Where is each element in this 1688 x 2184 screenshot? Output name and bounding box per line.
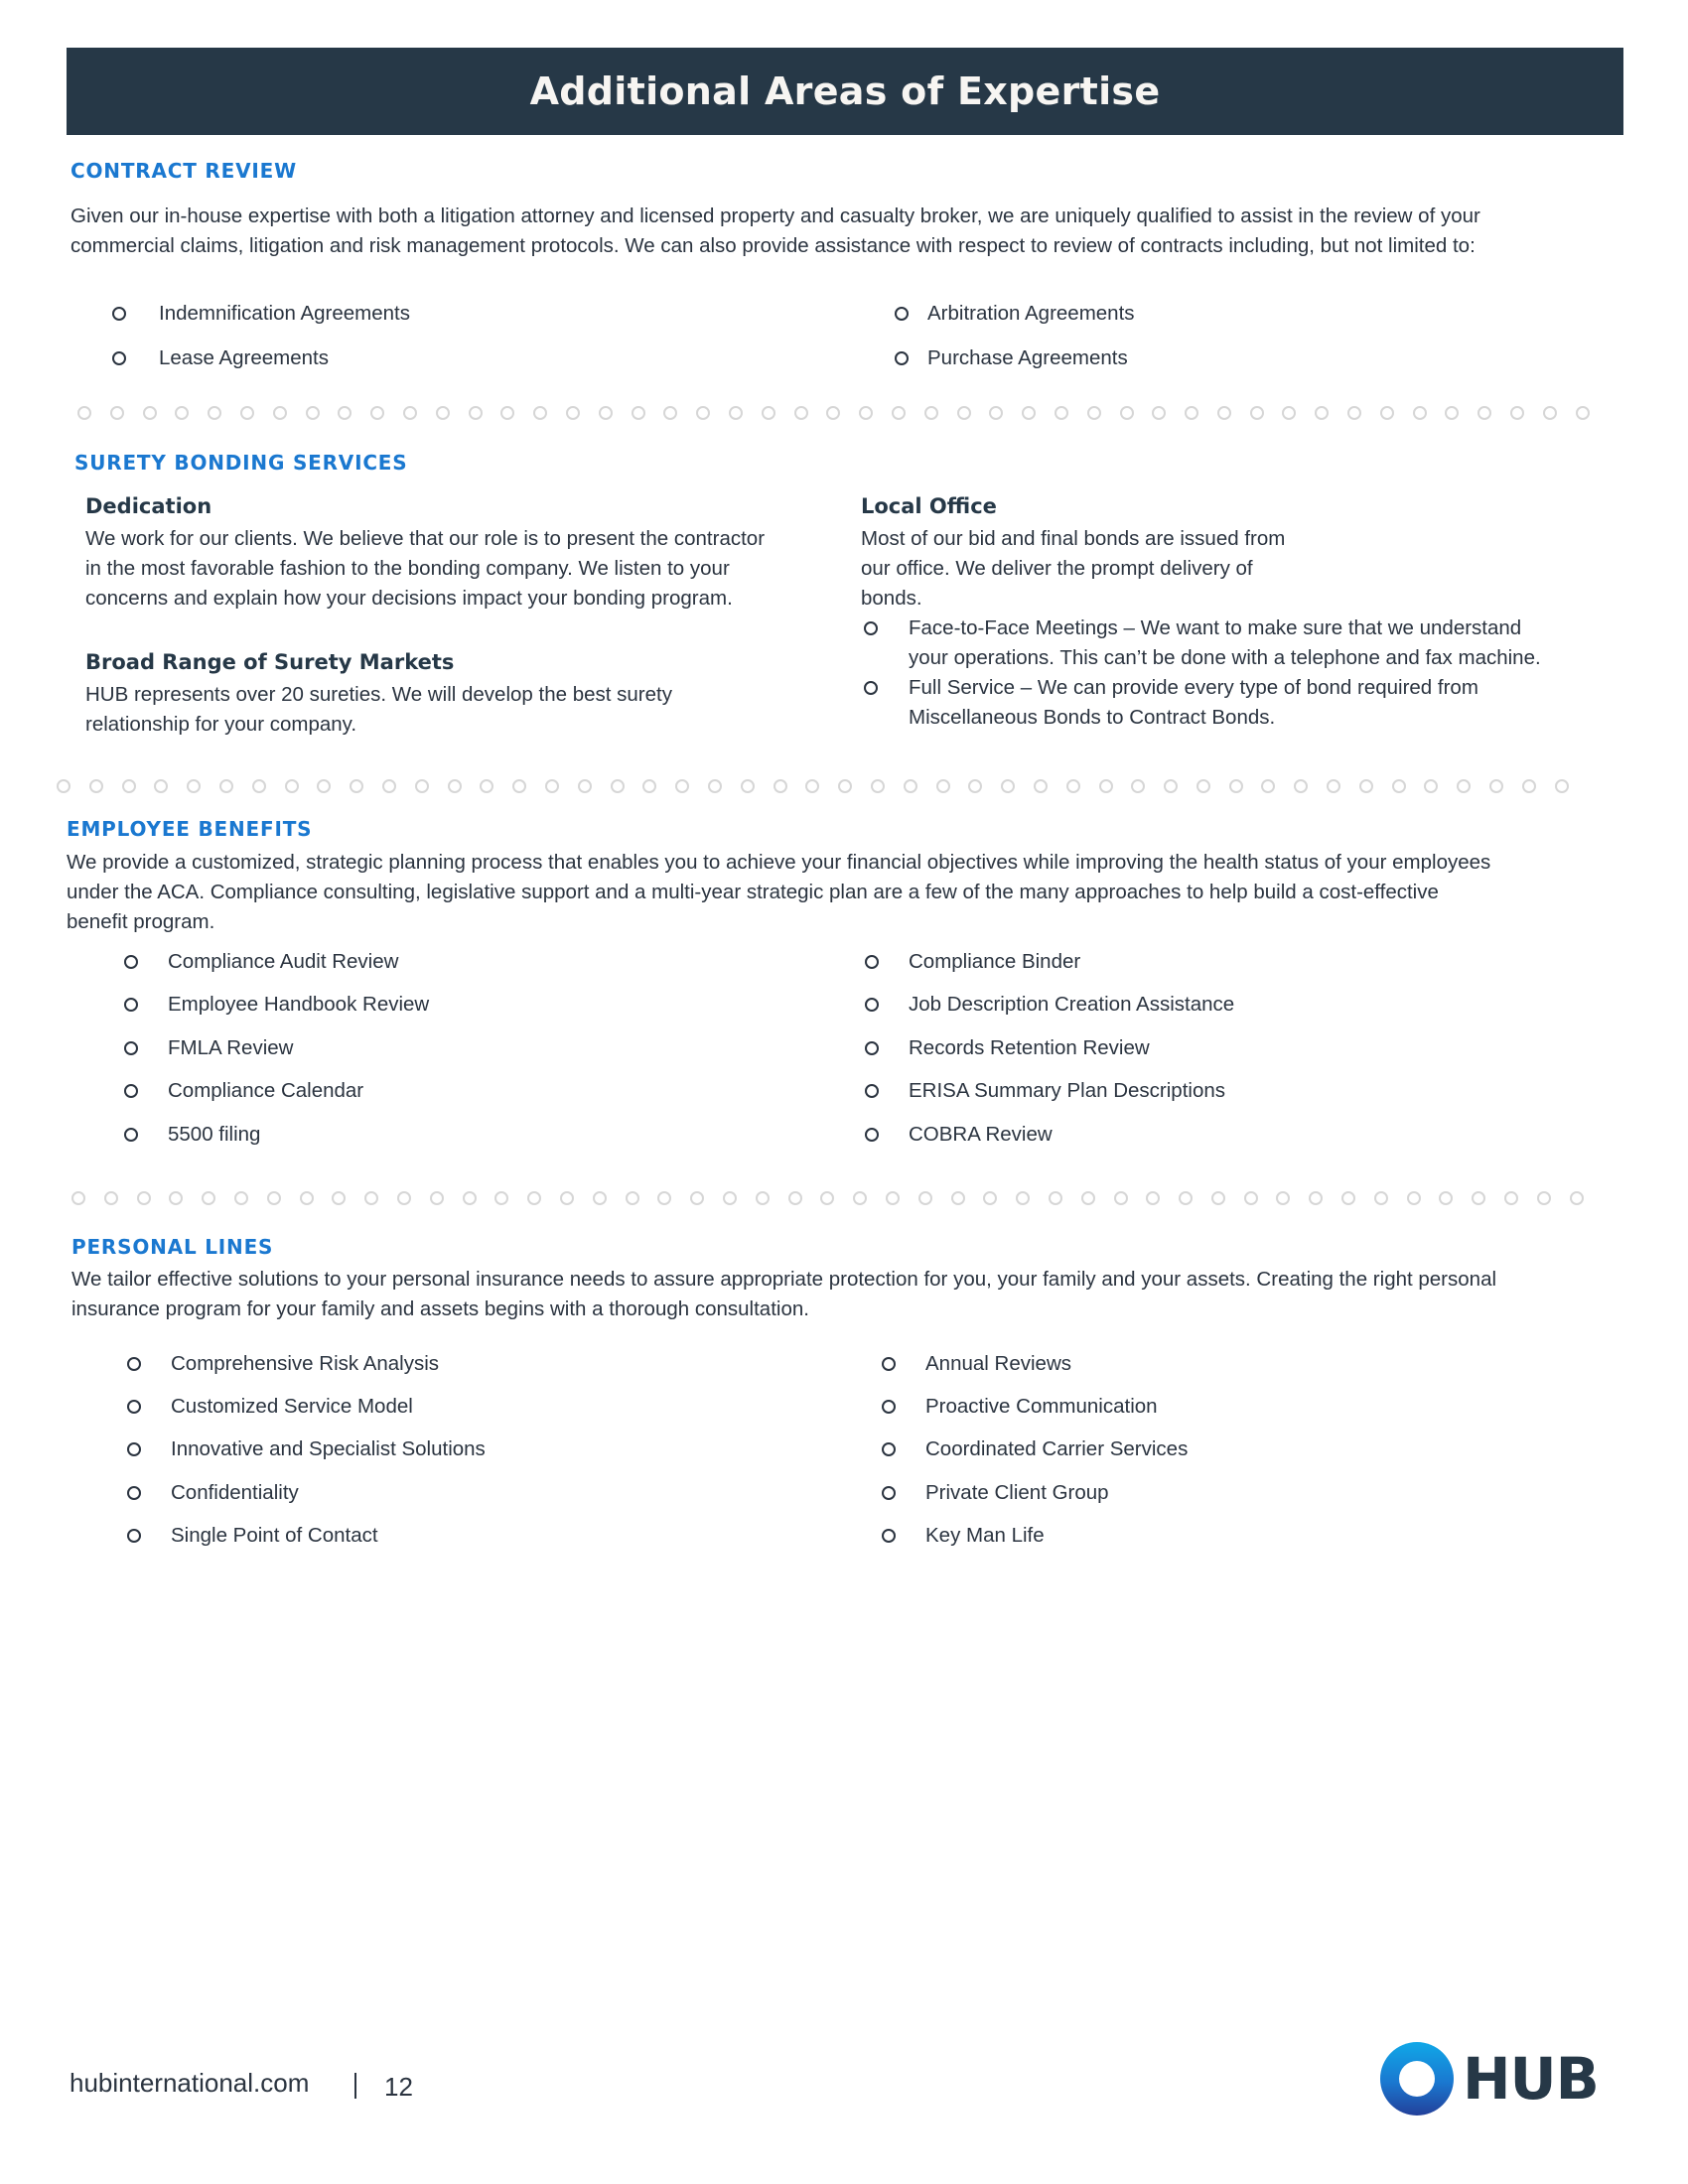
list-item xyxy=(865,948,1081,976)
list-item-text: Annual Reviews xyxy=(925,1352,1071,1375)
separator-dot-icon xyxy=(1087,406,1101,420)
separator-dot-icon xyxy=(219,779,233,793)
separator-dot-icon xyxy=(512,779,526,793)
hub-ring-icon xyxy=(1380,2042,1454,2116)
separator-dot-icon xyxy=(267,1191,281,1205)
separator-dot-icon xyxy=(448,779,462,793)
paragraph-line: concerns and explain how your decisions impact your bonding program. xyxy=(85,587,733,610)
separator-dot-icon xyxy=(300,1191,314,1205)
circle-bullet-icon xyxy=(882,1529,896,1543)
list-item-text: Proactive Communication xyxy=(925,1395,1158,1418)
separator-dot-icon xyxy=(675,779,689,793)
separator-dot-icon xyxy=(1457,779,1471,793)
separator-dot-icon xyxy=(1211,1191,1225,1205)
separator-dot-icon xyxy=(317,779,331,793)
paragraph-line: Given our in-house expertise with both a litigation attorney and licensed property and casualty broker, we are uniquely qualified to assist in the review of your xyxy=(70,205,1480,227)
separator-dot-icon xyxy=(1001,779,1015,793)
separator-dot-icon xyxy=(593,1191,607,1205)
circle-bullet-icon xyxy=(124,1084,138,1098)
list-item xyxy=(895,344,1128,372)
separator-dot-icon xyxy=(240,406,254,420)
separator-dot-icon xyxy=(480,779,493,793)
separator-dot-icon xyxy=(202,1191,215,1205)
list-item xyxy=(861,614,1616,673)
separator-dot-icon xyxy=(690,1191,704,1205)
list-item-text: Face-to-Face Meetings – We want to make sure that we understand xyxy=(909,616,1522,639)
separator-dot-icon xyxy=(774,779,787,793)
separator-dot-icon xyxy=(1120,406,1134,420)
separator-dot-icon xyxy=(436,406,450,420)
separator-dot-icon xyxy=(1049,1191,1062,1205)
separator-dot-icon xyxy=(632,406,645,420)
circle-bullet-icon xyxy=(882,1442,896,1456)
separator-dot-icon xyxy=(1261,779,1275,793)
separator-dot-icon xyxy=(1315,406,1329,420)
circle-bullet-icon xyxy=(864,621,878,635)
list-item xyxy=(865,1077,1226,1105)
separator-dot-icon xyxy=(1066,779,1080,793)
separator-dot-icon xyxy=(1472,1191,1485,1205)
circle-bullet-icon xyxy=(882,1400,896,1414)
list-item-text: Miscellaneous Bonds to Contract Bonds. xyxy=(909,706,1276,729)
broad-range-title: Broad Range of Surety Markets xyxy=(85,650,455,674)
separator-dot-icon xyxy=(1185,406,1198,420)
list-item xyxy=(124,1077,364,1105)
separator-dot-icon xyxy=(143,406,157,420)
list-item xyxy=(865,1034,1150,1062)
hub-logo-text: HUB xyxy=(1463,2045,1599,2113)
separator-dot-icon xyxy=(527,1191,541,1205)
separator-dot-icon xyxy=(500,406,514,420)
employee-benefits-paragraph xyxy=(67,848,1490,937)
dedication-paragraph xyxy=(85,524,765,614)
list-item xyxy=(882,1479,1109,1507)
separator-dot-icon xyxy=(1309,1191,1323,1205)
separator-dot-icon xyxy=(566,406,580,420)
paragraph-line: in the most favorable fashion to the bonding company. We listen to your xyxy=(85,557,730,580)
separator-dot-icon xyxy=(1034,779,1048,793)
separator-dot-icon xyxy=(397,1191,411,1205)
page-title: Additional Areas of Expertise xyxy=(529,69,1161,113)
separator-dot-icon xyxy=(968,779,982,793)
separator-dot-icon xyxy=(1341,1191,1355,1205)
list-item xyxy=(882,1350,1071,1378)
list-item-text: 5500 filing xyxy=(168,1123,261,1146)
separator-dot-icon xyxy=(1055,406,1068,420)
list-item-text: Indemnification Agreements xyxy=(159,302,410,325)
list-item-text: Purchase Agreements xyxy=(927,346,1128,369)
list-item xyxy=(861,673,1616,733)
separator-dot-icon xyxy=(154,779,168,793)
paragraph-line: our office. We deliver the prompt delivery of xyxy=(861,557,1253,580)
separator-dot-icon xyxy=(234,1191,248,1205)
separator-dot-icon xyxy=(918,1191,932,1205)
paragraph-line: We work for our clients. We believe that our role is to present the contractor xyxy=(85,527,766,550)
separator-dot-icon xyxy=(1152,406,1166,420)
separator-dot-icon xyxy=(886,1191,900,1205)
separator-dot-icon xyxy=(657,1191,671,1205)
separator-dot-icon xyxy=(77,406,91,420)
circle-bullet-icon xyxy=(124,1128,138,1142)
circle-bullet-icon xyxy=(882,1357,896,1371)
separator-dot-icon xyxy=(1250,406,1264,420)
contract-review-heading: CONTRACT REVIEW xyxy=(70,159,297,183)
list-item xyxy=(127,1479,299,1507)
separator-dot-icon xyxy=(1217,406,1231,420)
separator-dot-icon xyxy=(1022,406,1036,420)
list-item-text: FMLA Review xyxy=(168,1036,294,1059)
separator-dot-icon xyxy=(599,406,613,420)
hub-logo xyxy=(1380,2042,1454,2116)
list-item-text: Employee Handbook Review xyxy=(168,993,430,1016)
separator-dot-icon xyxy=(1576,406,1590,420)
separator-dot-icon xyxy=(924,406,938,420)
local-office-title: Local Office xyxy=(861,494,997,518)
circle-bullet-icon xyxy=(127,1442,141,1456)
separator-dot-icon xyxy=(1537,1191,1551,1205)
separator-dot-icon xyxy=(1327,779,1340,793)
list-item xyxy=(865,991,1235,1019)
list-item xyxy=(127,1435,486,1463)
footer-divider xyxy=(354,2073,356,2099)
separator-dot-icon xyxy=(838,779,852,793)
list-item xyxy=(124,948,399,976)
separator-dot-icon xyxy=(741,779,755,793)
separator-dot-icon xyxy=(762,406,775,420)
list-item-text: Arbitration Agreements xyxy=(927,302,1135,325)
list-item-text: Customized Service Model xyxy=(171,1395,413,1418)
separator-dot-icon xyxy=(137,1191,151,1205)
paragraph-line: bonds. xyxy=(861,587,922,610)
separator-dot-icon xyxy=(560,1191,574,1205)
list-item-text: your operations. This can’t be done with a telephone and fax machine. xyxy=(909,646,1541,669)
separator-dot-icon xyxy=(306,406,320,420)
separator-dot-icon xyxy=(1543,406,1557,420)
circle-bullet-icon xyxy=(865,955,879,969)
list-item xyxy=(124,1121,261,1149)
list-item xyxy=(127,1393,413,1421)
list-item-text: COBRA Review xyxy=(909,1123,1053,1146)
separator-dot-icon xyxy=(794,406,808,420)
circle-bullet-icon xyxy=(895,307,909,321)
separator-dot-icon xyxy=(1424,779,1438,793)
list-item xyxy=(882,1393,1158,1421)
paragraph-line: HUB represents over 20 sureties. We will develop the best surety xyxy=(85,683,672,706)
footer-website-link[interactable]: hubinternational.com xyxy=(70,2068,310,2098)
dotted-separator xyxy=(77,406,1608,422)
separator-dot-icon xyxy=(1413,406,1427,420)
separator-dot-icon xyxy=(104,1191,118,1205)
separator-dot-icon xyxy=(252,779,266,793)
separator-dot-icon xyxy=(826,406,840,420)
separator-dot-icon xyxy=(1359,779,1373,793)
paragraph-line: We provide a customized, strategic planning process that enables you to achieve your financial objectives while improving the health status of your employees xyxy=(67,851,1491,874)
separator-dot-icon xyxy=(1510,406,1524,420)
separator-dot-icon xyxy=(430,1191,444,1205)
circle-bullet-icon xyxy=(112,307,126,321)
separator-dot-icon xyxy=(756,1191,770,1205)
list-item-text: Compliance Audit Review xyxy=(168,950,399,973)
separator-dot-icon xyxy=(1570,1191,1584,1205)
separator-dot-icon xyxy=(859,406,873,420)
list-item xyxy=(124,1034,294,1062)
list-item xyxy=(127,1522,378,1550)
list-item-text: Confidentiality xyxy=(171,1481,299,1504)
separator-dot-icon xyxy=(989,406,1003,420)
local-office-paragraph xyxy=(861,524,1285,614)
separator-dot-icon xyxy=(187,779,201,793)
broad-range-paragraph xyxy=(85,680,672,740)
personal-lines-heading: PERSONAL LINES xyxy=(71,1235,274,1259)
separator-dot-icon xyxy=(642,779,656,793)
separator-dot-icon xyxy=(788,1191,802,1205)
separator-dot-icon xyxy=(1504,1191,1518,1205)
separator-dot-icon xyxy=(169,1191,183,1205)
separator-dot-icon xyxy=(110,406,124,420)
separator-dot-icon xyxy=(729,406,743,420)
separator-dot-icon xyxy=(364,1191,378,1205)
separator-dot-icon xyxy=(382,779,396,793)
separator-dot-icon xyxy=(1244,1191,1258,1205)
circle-bullet-icon xyxy=(865,1041,879,1055)
dedication-title: Dedication xyxy=(85,494,212,518)
separator-dot-icon xyxy=(545,779,559,793)
separator-dot-icon xyxy=(1522,779,1536,793)
separator-dot-icon xyxy=(1407,1191,1421,1205)
separator-dot-icon xyxy=(1477,406,1491,420)
list-item-text: Full Service – We can provide every type of bond required from xyxy=(909,676,1478,699)
separator-dot-icon xyxy=(723,1191,737,1205)
separator-dot-icon xyxy=(350,779,363,793)
surety-bonding-heading: SURETY BONDING SERVICES xyxy=(74,451,408,475)
list-item xyxy=(882,1435,1189,1463)
circle-bullet-icon xyxy=(124,955,138,969)
separator-dot-icon xyxy=(1081,1191,1095,1205)
separator-dot-icon xyxy=(1489,779,1503,793)
circle-bullet-icon xyxy=(864,681,878,695)
circle-bullet-icon xyxy=(127,1486,141,1500)
list-item xyxy=(112,300,410,328)
separator-dot-icon xyxy=(892,406,906,420)
paragraph-line: We tailor effective solutions to your personal insurance needs to assure appropriate protection for you, your family and your assets. Creating the right personal xyxy=(71,1268,1497,1291)
separator-dot-icon xyxy=(1347,406,1361,420)
local-office-bullets xyxy=(861,614,1616,733)
circle-bullet-icon xyxy=(865,1084,879,1098)
separator-dot-icon xyxy=(1131,779,1145,793)
page-header-bar xyxy=(67,48,1623,135)
contract-review-paragraph xyxy=(70,202,1480,261)
employee-benefits-heading: EMPLOYEE BENEFITS xyxy=(67,817,313,841)
circle-bullet-icon xyxy=(124,998,138,1012)
separator-dot-icon xyxy=(983,1191,997,1205)
paragraph-line: under the ACA. Compliance consulting, legislative support and a multi-year strategic plan are a few of the many approaches to help build a cost-effective xyxy=(67,881,1439,903)
separator-dot-icon xyxy=(578,779,592,793)
list-item-text: Lease Agreements xyxy=(159,346,329,369)
list-item-text: ERISA Summary Plan Descriptions xyxy=(909,1079,1226,1102)
separator-dot-icon xyxy=(820,1191,834,1205)
separator-dot-icon xyxy=(1282,406,1296,420)
list-item xyxy=(882,1522,1045,1550)
separator-dot-icon xyxy=(494,1191,508,1205)
circle-bullet-icon xyxy=(882,1486,896,1500)
paragraph-line: relationship for your company. xyxy=(85,713,357,736)
separator-dot-icon xyxy=(611,779,625,793)
separator-dot-icon xyxy=(285,779,299,793)
separator-dot-icon xyxy=(403,406,417,420)
page-number: 12 xyxy=(384,2072,413,2102)
separator-dot-icon xyxy=(273,406,287,420)
list-item-text: Job Description Creation Assistance xyxy=(909,993,1235,1016)
separator-dot-icon xyxy=(1196,779,1210,793)
separator-dot-icon xyxy=(957,406,971,420)
list-item xyxy=(895,300,1135,328)
list-item xyxy=(127,1350,440,1378)
list-item-text: Compliance Calendar xyxy=(168,1079,364,1102)
list-item-text: Single Point of Contact xyxy=(171,1524,378,1547)
paragraph-line: Most of our bid and final bonds are issued from xyxy=(861,527,1286,550)
separator-dot-icon xyxy=(338,406,352,420)
separator-dot-icon xyxy=(1016,1191,1030,1205)
separator-dot-icon xyxy=(533,406,547,420)
circle-bullet-icon xyxy=(127,1529,141,1543)
circle-bullet-icon xyxy=(124,1041,138,1055)
separator-dot-icon xyxy=(1392,779,1406,793)
separator-dot-icon xyxy=(370,406,384,420)
separator-dot-icon xyxy=(469,406,483,420)
list-item-text: Compliance Binder xyxy=(909,950,1081,973)
separator-dot-icon xyxy=(951,1191,965,1205)
separator-dot-icon xyxy=(463,1191,477,1205)
list-item-text: Private Client Group xyxy=(925,1481,1109,1504)
separator-dot-icon xyxy=(415,779,429,793)
separator-dot-icon xyxy=(71,1191,85,1205)
separator-dot-icon xyxy=(708,779,722,793)
separator-dot-icon xyxy=(1276,1191,1290,1205)
circle-bullet-icon xyxy=(865,998,879,1012)
separator-dot-icon xyxy=(1374,1191,1388,1205)
list-item-text: Innovative and Specialist Solutions xyxy=(171,1437,486,1460)
list-item xyxy=(124,991,430,1019)
separator-dot-icon xyxy=(1380,406,1394,420)
separator-dot-icon xyxy=(871,779,885,793)
dotted-separator xyxy=(71,1191,1602,1207)
dotted-separator xyxy=(57,779,1587,795)
separator-dot-icon xyxy=(805,779,819,793)
paragraph-line: insurance program for your family and assets begins with a thorough consultation. xyxy=(71,1297,809,1320)
separator-dot-icon xyxy=(1294,779,1308,793)
separator-dot-icon xyxy=(57,779,70,793)
separator-dot-icon xyxy=(1164,779,1178,793)
list-item-text: Records Retention Review xyxy=(909,1036,1150,1059)
separator-dot-icon xyxy=(122,779,136,793)
separator-dot-icon xyxy=(853,1191,867,1205)
list-item xyxy=(865,1121,1053,1149)
list-item-text: Key Man Life xyxy=(925,1524,1045,1547)
paragraph-line: benefit program. xyxy=(67,910,215,933)
separator-dot-icon xyxy=(175,406,189,420)
separator-dot-icon xyxy=(1229,779,1243,793)
separator-dot-icon xyxy=(208,406,221,420)
separator-dot-icon xyxy=(626,1191,639,1205)
list-item-text: Coordinated Carrier Services xyxy=(925,1437,1189,1460)
circle-bullet-icon xyxy=(112,351,126,365)
circle-bullet-icon xyxy=(127,1357,141,1371)
separator-dot-icon xyxy=(1179,1191,1193,1205)
separator-dot-icon xyxy=(1114,1191,1128,1205)
separator-dot-icon xyxy=(89,779,103,793)
personal-lines-paragraph xyxy=(71,1265,1496,1324)
circle-bullet-icon xyxy=(895,351,909,365)
list-item-text: Comprehensive Risk Analysis xyxy=(171,1352,440,1375)
separator-dot-icon xyxy=(1099,779,1113,793)
circle-bullet-icon xyxy=(127,1400,141,1414)
separator-dot-icon xyxy=(1146,1191,1160,1205)
separator-dot-icon xyxy=(936,779,950,793)
separator-dot-icon xyxy=(696,406,710,420)
separator-dot-icon xyxy=(663,406,677,420)
list-item xyxy=(112,344,329,372)
separator-dot-icon xyxy=(1439,1191,1453,1205)
separator-dot-icon xyxy=(1555,779,1569,793)
paragraph-line: commercial claims, litigation and risk management protocols. We can also provide assistance with respect to review of contracts including, but not limited to: xyxy=(70,234,1476,257)
separator-dot-icon xyxy=(332,1191,346,1205)
separator-dot-icon xyxy=(904,779,917,793)
separator-dot-icon xyxy=(1445,406,1459,420)
circle-bullet-icon xyxy=(865,1128,879,1142)
